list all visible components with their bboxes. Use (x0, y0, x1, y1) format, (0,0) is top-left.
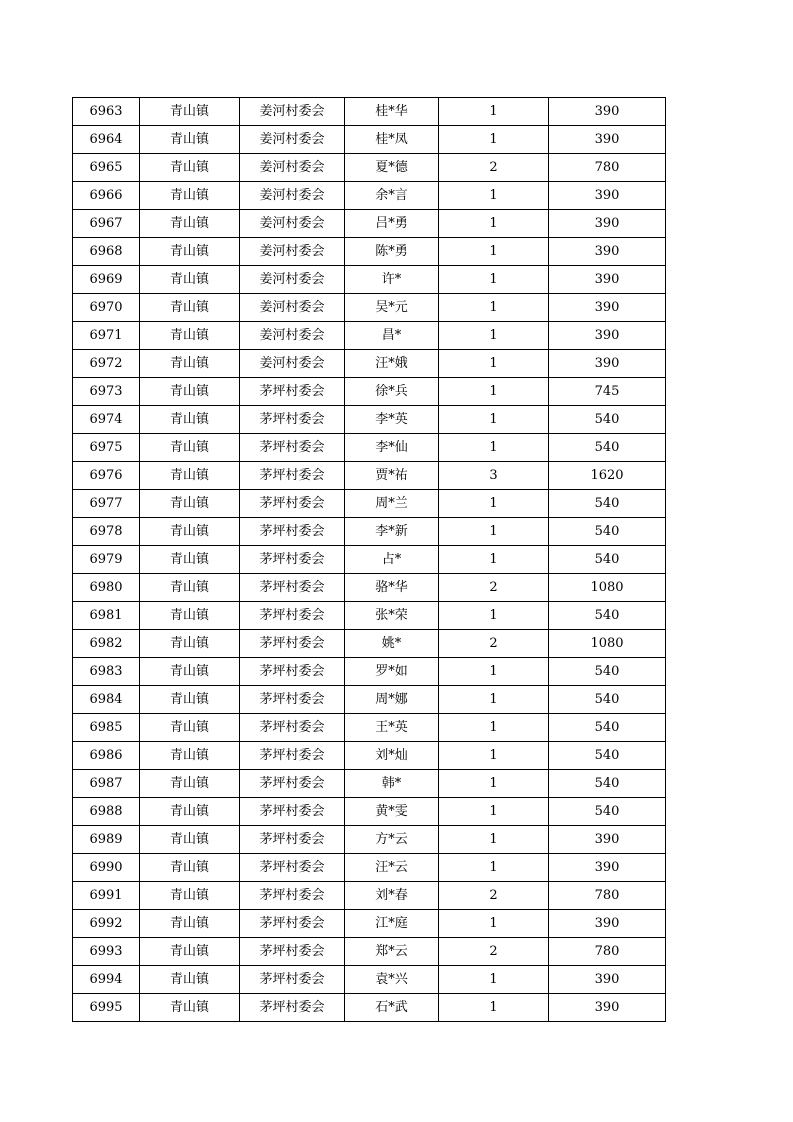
town-cell: 青山镇 (140, 266, 240, 294)
person-name-cell: 汪*娥 (345, 350, 439, 378)
person-name-cell: 余*言 (345, 182, 439, 210)
person-name-cell: 桂*华 (345, 98, 439, 126)
table-row (73, 210, 666, 238)
household-count-cell: 3 (439, 462, 549, 490)
record-number-cell: 6990 (73, 854, 140, 882)
person-name-cell: 江*庭 (345, 910, 439, 938)
record-number-cell: 6980 (73, 574, 140, 602)
town-cell: 青山镇 (140, 994, 240, 1022)
person-name-cell: 方*云 (345, 826, 439, 854)
household-count-cell: 1 (439, 686, 549, 714)
town-cell: 青山镇 (140, 882, 240, 910)
person-name-cell: 贾*祐 (345, 462, 439, 490)
town-cell: 青山镇 (140, 294, 240, 322)
record-number-cell: 6982 (73, 630, 140, 658)
person-name-cell: 陈*勇 (345, 238, 439, 266)
village-committee-cell: 茅坪村委会 (240, 994, 345, 1022)
village-committee-cell: 茅坪村委会 (240, 798, 345, 826)
town-cell: 青山镇 (140, 602, 240, 630)
record-number-cell: 6994 (73, 966, 140, 994)
table-row (73, 266, 666, 294)
record-number-cell: 6984 (73, 686, 140, 714)
amount-cell: 390 (549, 322, 666, 350)
village-committee-cell: 姜河村委会 (240, 238, 345, 266)
person-name-cell: 骆*华 (345, 574, 439, 602)
table-row (73, 350, 666, 378)
household-count-cell: 2 (439, 630, 549, 658)
village-committee-cell: 姜河村委会 (240, 182, 345, 210)
village-committee-cell: 茅坪村委会 (240, 686, 345, 714)
amount-cell: 780 (549, 882, 666, 910)
household-count-cell: 1 (439, 994, 549, 1022)
amount-cell: 540 (549, 742, 666, 770)
town-cell: 青山镇 (140, 322, 240, 350)
amount-cell: 390 (549, 98, 666, 126)
household-count-cell: 1 (439, 714, 549, 742)
person-name-cell: 周*兰 (345, 490, 439, 518)
table-row (73, 378, 666, 406)
village-committee-cell: 茅坪村委会 (240, 966, 345, 994)
household-count-cell: 1 (439, 546, 549, 574)
town-cell: 青山镇 (140, 630, 240, 658)
amount-cell: 540 (549, 434, 666, 462)
table-row (73, 182, 666, 210)
village-committee-cell: 姜河村委会 (240, 154, 345, 182)
table-body (73, 98, 666, 1022)
person-name-cell: 李*英 (345, 406, 439, 434)
household-count-cell: 1 (439, 854, 549, 882)
person-name-cell: 桂*凤 (345, 126, 439, 154)
table-row (73, 126, 666, 154)
village-committee-cell: 姜河村委会 (240, 126, 345, 154)
record-number-cell: 6979 (73, 546, 140, 574)
household-count-cell: 2 (439, 938, 549, 966)
record-number-cell: 6972 (73, 350, 140, 378)
amount-cell: 390 (549, 826, 666, 854)
record-number-cell: 6971 (73, 322, 140, 350)
household-count-cell: 1 (439, 378, 549, 406)
record-number-cell: 6987 (73, 770, 140, 798)
table-row (73, 714, 666, 742)
table-row (73, 882, 666, 910)
town-cell: 青山镇 (140, 966, 240, 994)
table-row (73, 910, 666, 938)
village-committee-cell: 茅坪村委会 (240, 490, 345, 518)
amount-cell: 1080 (549, 630, 666, 658)
amount-cell: 390 (549, 182, 666, 210)
village-committee-cell: 茅坪村委会 (240, 602, 345, 630)
town-cell: 青山镇 (140, 210, 240, 238)
amount-cell: 780 (549, 938, 666, 966)
village-committee-cell: 茅坪村委会 (240, 658, 345, 686)
person-name-cell: 许* (345, 266, 439, 294)
amount-cell: 1620 (549, 462, 666, 490)
household-count-cell: 1 (439, 434, 549, 462)
village-committee-cell: 姜河村委会 (240, 266, 345, 294)
table-row (73, 798, 666, 826)
record-number-cell: 6975 (73, 434, 140, 462)
village-committee-cell: 茅坪村委会 (240, 406, 345, 434)
town-cell: 青山镇 (140, 350, 240, 378)
table-row (73, 322, 666, 350)
household-count-cell: 2 (439, 154, 549, 182)
record-number-cell: 6988 (73, 798, 140, 826)
town-cell: 青山镇 (140, 126, 240, 154)
table-row (73, 518, 666, 546)
town-cell: 青山镇 (140, 378, 240, 406)
table-row (73, 294, 666, 322)
town-cell: 青山镇 (140, 826, 240, 854)
amount-cell: 390 (549, 210, 666, 238)
table-row (73, 462, 666, 490)
village-committee-cell: 茅坪村委会 (240, 462, 345, 490)
town-cell: 青山镇 (140, 798, 240, 826)
village-committee-cell: 茅坪村委会 (240, 434, 345, 462)
amount-cell: 390 (549, 266, 666, 294)
person-name-cell: 张*荣 (345, 602, 439, 630)
person-name-cell: 韩* (345, 770, 439, 798)
household-count-cell: 2 (439, 882, 549, 910)
village-committee-cell: 茅坪村委会 (240, 574, 345, 602)
village-committee-cell: 茅坪村委会 (240, 770, 345, 798)
village-committee-cell: 茅坪村委会 (240, 882, 345, 910)
amount-cell: 540 (549, 798, 666, 826)
town-cell: 青山镇 (140, 98, 240, 126)
record-number-cell: 6995 (73, 994, 140, 1022)
village-committee-cell: 茅坪村委会 (240, 714, 345, 742)
table-row (73, 826, 666, 854)
town-cell: 青山镇 (140, 574, 240, 602)
amount-cell: 540 (549, 658, 666, 686)
village-committee-cell: 姜河村委会 (240, 210, 345, 238)
household-count-cell: 1 (439, 518, 549, 546)
record-number-cell: 6966 (73, 182, 140, 210)
town-cell: 青山镇 (140, 686, 240, 714)
town-cell: 青山镇 (140, 546, 240, 574)
household-count-cell: 1 (439, 798, 549, 826)
town-cell: 青山镇 (140, 182, 240, 210)
person-name-cell: 袁*兴 (345, 966, 439, 994)
record-number-cell: 6989 (73, 826, 140, 854)
record-number-cell: 6991 (73, 882, 140, 910)
amount-cell: 390 (549, 126, 666, 154)
village-committee-cell: 茅坪村委会 (240, 854, 345, 882)
household-count-cell: 1 (439, 406, 549, 434)
household-count-cell: 1 (439, 294, 549, 322)
table-row (73, 994, 666, 1022)
record-number-cell: 6967 (73, 210, 140, 238)
village-committee-cell: 茅坪村委会 (240, 378, 345, 406)
household-count-cell: 1 (439, 910, 549, 938)
person-name-cell: 周*娜 (345, 686, 439, 714)
village-committee-cell: 茅坪村委会 (240, 938, 345, 966)
amount-cell: 540 (549, 714, 666, 742)
record-number-cell: 6969 (73, 266, 140, 294)
household-count-cell: 1 (439, 490, 549, 518)
amount-cell: 540 (549, 546, 666, 574)
person-name-cell: 姚* (345, 630, 439, 658)
amount-cell: 390 (549, 294, 666, 322)
record-number-cell: 6976 (73, 462, 140, 490)
household-count-cell: 1 (439, 210, 549, 238)
table-row (73, 686, 666, 714)
village-committee-cell: 茅坪村委会 (240, 518, 345, 546)
household-count-cell: 1 (439, 602, 549, 630)
household-count-cell: 1 (439, 182, 549, 210)
table-row (73, 406, 666, 434)
village-committee-cell: 茅坪村委会 (240, 910, 345, 938)
village-committee-cell: 茅坪村委会 (240, 630, 345, 658)
record-number-cell: 6973 (73, 378, 140, 406)
household-count-cell: 1 (439, 322, 549, 350)
record-number-cell: 6992 (73, 910, 140, 938)
record-number-cell: 6974 (73, 406, 140, 434)
table-row (73, 490, 666, 518)
table-row (73, 966, 666, 994)
table-row (73, 238, 666, 266)
record-number-cell: 6977 (73, 490, 140, 518)
data-table (72, 97, 666, 1022)
person-name-cell: 黄*雯 (345, 798, 439, 826)
town-cell: 青山镇 (140, 490, 240, 518)
record-number-cell: 6963 (73, 98, 140, 126)
record-number-cell: 6981 (73, 602, 140, 630)
household-count-cell: 1 (439, 770, 549, 798)
table-row (73, 574, 666, 602)
person-name-cell: 昌* (345, 322, 439, 350)
person-name-cell: 吕*勇 (345, 210, 439, 238)
amount-cell: 390 (549, 238, 666, 266)
town-cell: 青山镇 (140, 742, 240, 770)
household-count-cell: 1 (439, 266, 549, 294)
person-name-cell: 李*仙 (345, 434, 439, 462)
amount-cell: 390 (549, 966, 666, 994)
household-count-cell: 1 (439, 658, 549, 686)
household-count-cell: 2 (439, 574, 549, 602)
table-row (73, 742, 666, 770)
person-name-cell: 李*新 (345, 518, 439, 546)
amount-cell: 390 (549, 350, 666, 378)
table-row (73, 602, 666, 630)
household-count-cell: 1 (439, 826, 549, 854)
person-name-cell: 吴*元 (345, 294, 439, 322)
amount-cell: 1080 (549, 574, 666, 602)
household-count-cell: 1 (439, 238, 549, 266)
town-cell: 青山镇 (140, 910, 240, 938)
person-name-cell: 王*英 (345, 714, 439, 742)
record-number-cell: 6978 (73, 518, 140, 546)
amount-cell: 540 (549, 770, 666, 798)
town-cell: 青山镇 (140, 154, 240, 182)
household-count-cell: 1 (439, 350, 549, 378)
table-row (73, 770, 666, 798)
person-name-cell: 夏*德 (345, 154, 439, 182)
town-cell: 青山镇 (140, 714, 240, 742)
amount-cell: 540 (549, 490, 666, 518)
household-count-cell: 1 (439, 126, 549, 154)
record-number-cell: 6986 (73, 742, 140, 770)
town-cell: 青山镇 (140, 462, 240, 490)
town-cell: 青山镇 (140, 854, 240, 882)
amount-cell: 390 (549, 854, 666, 882)
household-count-cell: 1 (439, 966, 549, 994)
amount-cell: 540 (549, 686, 666, 714)
record-number-cell: 6968 (73, 238, 140, 266)
amount-cell: 540 (549, 518, 666, 546)
town-cell: 青山镇 (140, 938, 240, 966)
village-committee-cell: 姜河村委会 (240, 322, 345, 350)
person-name-cell: 刘*灿 (345, 742, 439, 770)
record-number-cell: 6985 (73, 714, 140, 742)
amount-cell: 390 (549, 994, 666, 1022)
person-name-cell: 石*武 (345, 994, 439, 1022)
person-name-cell: 汪*云 (345, 854, 439, 882)
town-cell: 青山镇 (140, 518, 240, 546)
record-number-cell: 6983 (73, 658, 140, 686)
amount-cell: 540 (549, 602, 666, 630)
village-committee-cell: 姜河村委会 (240, 98, 345, 126)
household-count-cell: 1 (439, 742, 549, 770)
household-count-cell: 1 (439, 98, 549, 126)
record-number-cell: 6964 (73, 126, 140, 154)
person-name-cell: 刘*春 (345, 882, 439, 910)
record-number-cell: 6965 (73, 154, 140, 182)
table-row (73, 154, 666, 182)
amount-cell: 780 (549, 154, 666, 182)
amount-cell: 745 (549, 378, 666, 406)
town-cell: 青山镇 (140, 406, 240, 434)
person-name-cell: 罗*如 (345, 658, 439, 686)
table-row (73, 434, 666, 462)
table-row (73, 938, 666, 966)
town-cell: 青山镇 (140, 238, 240, 266)
record-number-cell: 6970 (73, 294, 140, 322)
village-committee-cell: 茅坪村委会 (240, 546, 345, 574)
town-cell: 青山镇 (140, 658, 240, 686)
village-committee-cell: 茅坪村委会 (240, 826, 345, 854)
town-cell: 青山镇 (140, 770, 240, 798)
village-committee-cell: 茅坪村委会 (240, 742, 345, 770)
record-number-cell: 6993 (73, 938, 140, 966)
village-committee-cell: 姜河村委会 (240, 350, 345, 378)
town-cell: 青山镇 (140, 434, 240, 462)
table-row (73, 658, 666, 686)
person-name-cell: 郑*云 (345, 938, 439, 966)
table-row (73, 630, 666, 658)
table-row (73, 854, 666, 882)
village-committee-cell: 姜河村委会 (240, 294, 345, 322)
person-name-cell: 徐*兵 (345, 378, 439, 406)
table-row (73, 546, 666, 574)
amount-cell: 540 (549, 406, 666, 434)
table-row (73, 98, 666, 126)
amount-cell: 390 (549, 910, 666, 938)
person-name-cell: 占* (345, 546, 439, 574)
